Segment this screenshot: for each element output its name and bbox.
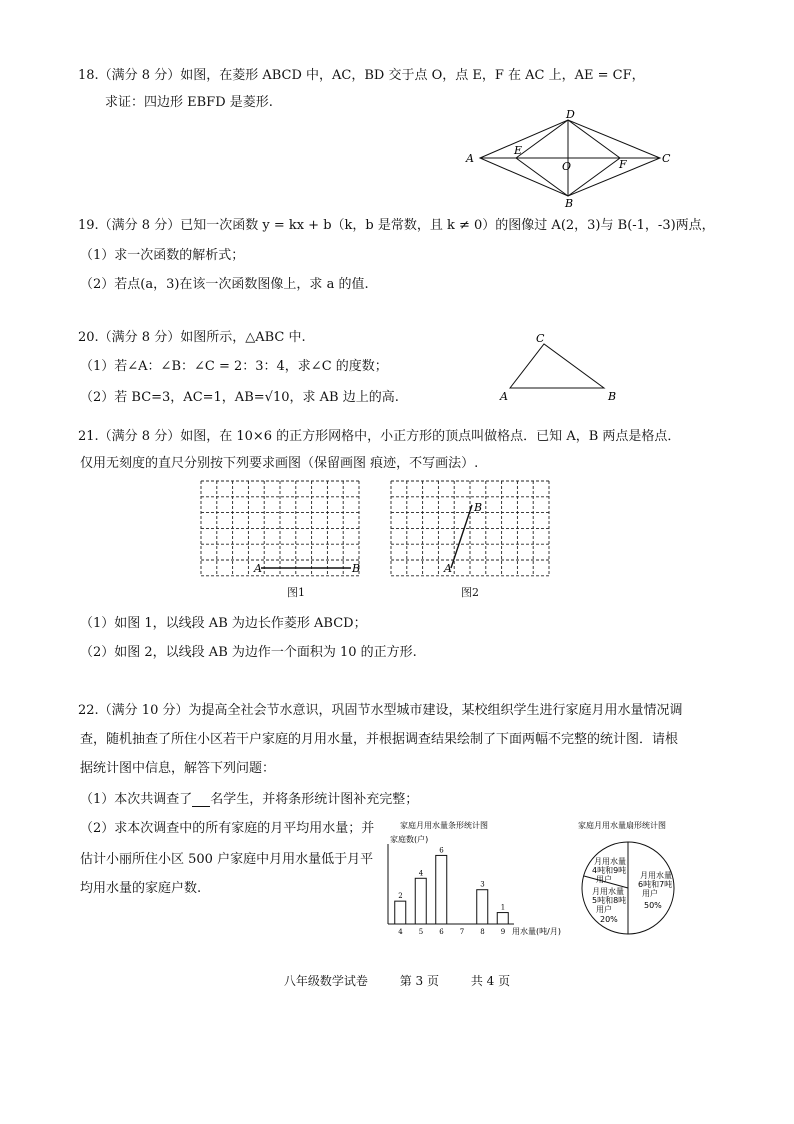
- grid-figure-1: [198, 478, 366, 580]
- q18-stem-line1: 18.（满分 8 分）如图，在菱形 ABCD 中，AC，BD 交于点 O，点 E，F 在 AC 上，AE = CF，: [78, 68, 645, 83]
- x-tick-label-8: 8: [480, 928, 485, 936]
- triangle-figure: [492, 330, 632, 406]
- q21-stem-line2: 仅用无刻度的直尺分别按下列要求画图（保留画图 痕迹，不写画法）.: [80, 456, 479, 471]
- label-b: B: [565, 197, 574, 208]
- bar-chart: [376, 816, 572, 944]
- q22-part1: [80, 788, 418, 807]
- fig1-label-a: A: [254, 562, 262, 575]
- q22-stem-line3: 据统计图中信息，解答下列问题：: [80, 761, 276, 776]
- bar-5: [415, 878, 426, 924]
- footer-page: 第 3 页: [399, 974, 439, 988]
- slice1-l2: 4吨和9吨: [592, 866, 627, 875]
- triangle-label-c: C: [536, 332, 545, 345]
- fig2-caption: 图2: [461, 586, 479, 599]
- label-f: F: [619, 158, 627, 171]
- slice2-value: 20%: [600, 915, 618, 924]
- slice3-value: 50%: [644, 901, 662, 910]
- slice3-l1: 月用水量: [640, 871, 672, 880]
- footer-title: 八年级数学试卷: [283, 974, 368, 988]
- x-tick-label-5: 5: [418, 928, 424, 936]
- slice1-l1: 月用水量: [594, 857, 626, 866]
- q20-part1: （1）若∠A：∠B：∠C = 2：3：4，求∠C 的度数；: [80, 359, 388, 374]
- slice2-l1: 月用水量: [592, 887, 624, 896]
- fig1-label-b: B: [352, 562, 361, 575]
- x-tick-label-7: 7: [459, 928, 465, 936]
- footer-total: 共 4 页: [470, 974, 511, 988]
- pie-chart: [572, 816, 688, 944]
- bar-chart-ylabel: 家庭数(户): [390, 835, 429, 844]
- slice1-l3: 用户: [596, 875, 612, 884]
- fig2-label-b: B: [474, 501, 483, 514]
- slice2-l3: 用户: [596, 905, 612, 914]
- x-tick-label-9: 9: [500, 928, 506, 936]
- pie-chart-title: 家庭月用水量扇形统计图: [578, 821, 666, 830]
- q20-stem: 20.（满分 8 分）如图所示，△ABC 中.: [78, 330, 306, 345]
- triangle-label-b: B: [608, 390, 617, 403]
- fig1-caption: 图1: [287, 586, 305, 599]
- q20-sqrt10: √10: [264, 390, 290, 405]
- q22-part2-line1: （2）求本次调查中的所有家庭的月平均用水量；并: [80, 821, 375, 836]
- q22-part1-text-a: （1）本次共调查了: [80, 792, 193, 807]
- triangle-label-a: A: [500, 390, 508, 403]
- label-o: O: [562, 160, 572, 173]
- q22-part2-line2: 估计小丽所住小区 500 户家庭中月用水量低于月平: [80, 852, 374, 867]
- bar-4: [395, 901, 406, 924]
- label-c: C: [662, 152, 671, 165]
- grid-figure-2: [388, 478, 556, 580]
- q22-part2-line3: 均用水量的家庭户数.: [80, 881, 202, 896]
- slice3-l2: 6吨和7吨: [638, 880, 673, 889]
- q19-stem: 19.（满分 8 分）已知一次函数 y = kx + b（k，b 是常数，且 k ≠ 0）的图像过 A(2，3)与 B(-1，-3)两点，: [78, 218, 715, 233]
- slice3-l3: 用户: [642, 889, 658, 898]
- q21-stem-line1: 21.（满分 8 分）如图，在 10×6 的正方形网格中，小正方形的顶点叫做格点．已知 A，B 两点是格点．: [78, 429, 681, 444]
- label-a: A: [466, 152, 474, 165]
- slice2-l2: 5吨和8吨: [592, 896, 627, 905]
- q18-stem-line2: 求证：四边形 EBFD 是菱形.: [105, 95, 273, 110]
- q20-part2: [80, 386, 399, 405]
- fig2-label-a: A: [444, 562, 452, 575]
- bar-data-label-8: 3: [480, 880, 485, 889]
- q19-part2: （2）若点(a，3)在该一次函数图像上，求 a 的值.: [80, 277, 369, 292]
- q22-stem-line1: 22.（满分 10 分）为提高全社会节水意识，巩固节水型城市建设，某校组织学生进行家庭月用水量情况调: [78, 703, 683, 718]
- bar-chart-title: 家庭月用水量条形统计图: [400, 821, 488, 830]
- x-tick-label-4: 4: [398, 928, 403, 936]
- bar-data-label-5: 4: [418, 869, 424, 878]
- answer-blank: [192, 794, 210, 807]
- bar-chart-xlabel: 用水量(吨/月): [512, 927, 561, 936]
- q19-part1: （1）求一次函数的解析式；: [80, 248, 245, 263]
- q21-part2: （2）如图 2，以线段 AB 为边作一个面积为 10 的正方形.: [80, 645, 417, 660]
- bar-8: [477, 890, 488, 924]
- bar-data-label-6: 6: [439, 846, 444, 855]
- bar-6: [436, 855, 447, 924]
- q22-stem-line2: 查，随机抽查了所住小区若干户家庭的月用水量，并根据调查结果绘制了下面两幅不完整的统计图．请根: [80, 732, 679, 747]
- q20-part2-text-b: ，求 AB 边上的高.: [289, 390, 399, 405]
- q22-part1-text-b: 名学生，并将条形统计图补充完整；: [210, 792, 419, 807]
- bar-9: [497, 913, 508, 924]
- bar-data-label-9: 1: [500, 903, 506, 912]
- label-d: D: [566, 108, 575, 121]
- q21-part1: （1）如图 1，以线段 AB 为边长作菱形 ABCD；: [80, 616, 367, 631]
- bar-data-label-4: 2: [398, 892, 403, 901]
- x-tick-label-6: 6: [439, 928, 444, 936]
- page-footer: [0, 972, 794, 989]
- q20-part2-text-a: （2）若 BC=3，AC=1，AB=: [80, 390, 265, 405]
- label-e: E: [514, 144, 523, 157]
- rhombus-figure: [460, 108, 680, 208]
